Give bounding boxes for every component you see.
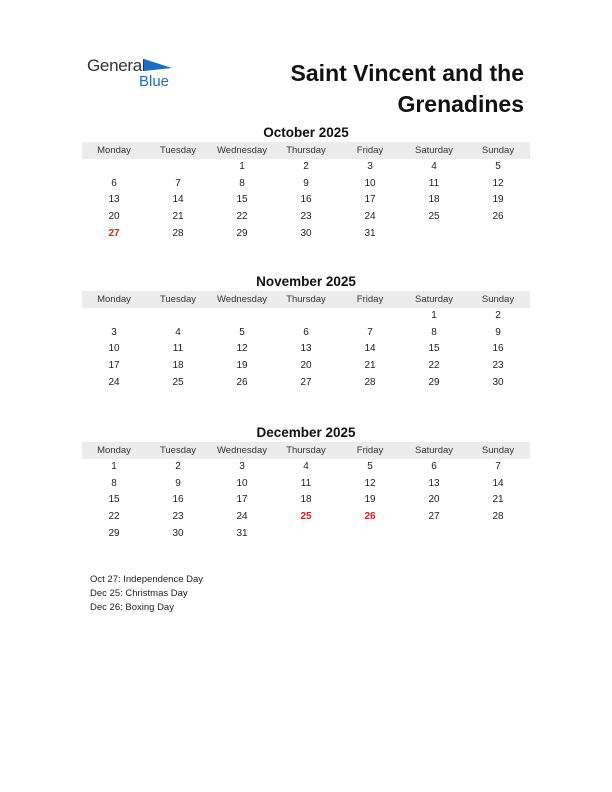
day-cell: 10 <box>364 177 376 189</box>
week-row <box>82 341 530 358</box>
week-row <box>82 375 530 392</box>
day-cell: 18 <box>172 360 184 372</box>
day-cell: 30 <box>300 227 312 239</box>
general-blue-logo <box>87 56 187 96</box>
logo-triangle-icon <box>144 59 172 71</box>
day-cell <box>82 308 146 325</box>
day-cell: 26 <box>492 211 504 223</box>
weekday-header-row <box>82 291 530 308</box>
logo-blue-text: Blue <box>139 73 170 90</box>
day-cell <box>402 526 466 543</box>
day-cell: 21 <box>364 360 376 372</box>
day-cell: 15 <box>108 494 120 506</box>
day-cell: 19 <box>364 494 376 506</box>
day-cell: 14 <box>172 194 184 206</box>
day-cell: 20 <box>300 360 312 372</box>
weekday-label: Saturday <box>414 294 454 305</box>
day-cell <box>82 159 146 176</box>
weekday-label: Tuesday <box>159 294 197 305</box>
day-cell: 16 <box>172 494 184 506</box>
day-cell: 1 <box>431 310 437 321</box>
week-row <box>82 509 530 526</box>
weekday-label: Monday <box>97 294 131 305</box>
week-row <box>82 226 530 243</box>
day-cell: 6 <box>431 461 437 472</box>
weekday-label: Wednesday <box>217 145 267 156</box>
day-cell <box>146 308 210 325</box>
holiday-list-item: Dec 25: Christmas Day <box>90 588 188 599</box>
day-cell <box>210 308 274 325</box>
day-cell <box>466 526 530 543</box>
day-cell: 5 <box>367 461 373 472</box>
weekday-label: Sunday <box>481 445 515 456</box>
day-cell: 6 <box>303 326 309 338</box>
day-cell: 2 <box>495 310 501 321</box>
day-cell: 27 <box>428 511 440 523</box>
weekday-label: Saturday <box>414 445 454 456</box>
week-row <box>82 476 530 493</box>
day-cell: 25 <box>300 511 312 523</box>
day-cell: 28 <box>172 227 184 239</box>
day-cell: 17 <box>364 194 376 206</box>
day-cell <box>274 308 338 325</box>
holiday-list-item: Dec 26: Boxing Day <box>90 602 174 613</box>
day-cell: 29 <box>428 376 440 388</box>
day-cell: 24 <box>236 511 248 523</box>
day-cell: 28 <box>364 376 376 388</box>
day-cell: 17 <box>236 494 248 506</box>
day-cell: 4 <box>175 326 181 338</box>
week-row <box>82 358 530 375</box>
day-cell: 11 <box>428 177 440 189</box>
day-cell: 22 <box>428 360 440 372</box>
day-cell: 13 <box>108 194 120 206</box>
day-cell: 16 <box>492 343 504 355</box>
day-cell: 23 <box>300 211 312 223</box>
page-title <box>204 58 524 120</box>
weekday-label: Thursday <box>286 145 326 156</box>
weekday-label: Friday <box>356 145 384 156</box>
day-cell: 12 <box>364 477 376 489</box>
day-cell: 10 <box>236 477 248 489</box>
day-cell: 2 <box>175 461 181 472</box>
day-cell: 3 <box>239 461 245 472</box>
day-cell: 14 <box>364 343 376 355</box>
day-cell: 12 <box>492 177 504 189</box>
day-cell: 19 <box>236 360 248 372</box>
day-cell: 4 <box>303 461 309 472</box>
day-cell: 4 <box>431 161 437 172</box>
day-cell: 3 <box>367 161 373 172</box>
weekday-label: Friday <box>356 294 384 305</box>
day-cell: 8 <box>239 177 245 189</box>
day-cell: 24 <box>108 376 120 388</box>
day-cell: 22 <box>236 211 248 223</box>
day-cell: 24 <box>364 211 376 223</box>
day-cell: 6 <box>111 177 117 189</box>
day-cell: 1 <box>111 461 117 472</box>
day-cell: 15 <box>428 343 440 355</box>
day-cell: 8 <box>431 326 437 338</box>
month-title: December 2025 <box>256 425 356 440</box>
day-cell: 11 <box>172 343 184 355</box>
day-cell: 10 <box>108 343 120 355</box>
day-cell: 12 <box>236 343 248 355</box>
day-cell: 18 <box>300 494 312 506</box>
week-row <box>82 159 530 176</box>
day-cell: 13 <box>428 477 440 489</box>
week-row <box>82 192 530 209</box>
month-december <box>82 424 530 542</box>
day-cell <box>338 308 402 325</box>
weekday-label: Thursday <box>286 294 326 305</box>
holiday-list <box>90 573 203 615</box>
weekday-label: Friday <box>356 445 384 456</box>
weekday-label: Sunday <box>481 294 515 305</box>
day-cell: 25 <box>428 211 440 223</box>
day-cell: 20 <box>428 494 440 506</box>
month-title: November 2025 <box>256 274 356 289</box>
day-cell: 20 <box>108 211 120 223</box>
weekday-label: Thursday <box>286 445 326 456</box>
day-cell: 2 <box>303 161 309 172</box>
day-cell <box>466 226 530 243</box>
day-cell: 26 <box>364 511 376 523</box>
day-cell <box>338 526 402 543</box>
day-cell: 8 <box>111 477 117 489</box>
day-cell: 30 <box>172 527 184 539</box>
day-cell: 7 <box>367 326 373 338</box>
day-cell: 30 <box>492 376 504 388</box>
day-cell: 29 <box>108 527 120 539</box>
month-title: October 2025 <box>263 125 349 140</box>
day-cell: 31 <box>236 527 248 539</box>
day-cell: 16 <box>300 194 312 206</box>
week-row <box>82 209 530 226</box>
day-cell: 9 <box>303 177 309 189</box>
weekday-header-row <box>82 142 530 159</box>
day-cell: 9 <box>495 326 501 338</box>
day-cell <box>402 226 466 243</box>
week-row <box>82 459 530 476</box>
day-cell: 27 <box>108 227 120 239</box>
weekday-label: Saturday <box>414 145 454 156</box>
day-cell: 7 <box>175 177 181 189</box>
day-cell: 14 <box>492 477 504 489</box>
day-cell: 21 <box>492 494 504 506</box>
holiday-list-item: Oct 27: Independence Day <box>90 574 204 585</box>
page-title-line-2: Grenadines <box>397 91 524 117</box>
day-cell: 25 <box>172 376 184 388</box>
day-cell: 7 <box>495 461 501 472</box>
weekday-label: Sunday <box>481 145 515 156</box>
day-cell: 5 <box>239 326 245 338</box>
day-cell: 23 <box>492 360 504 372</box>
weekday-label: Wednesday <box>217 445 267 456</box>
day-cell: 23 <box>172 511 184 523</box>
week-row <box>82 176 530 193</box>
day-cell: 5 <box>495 161 501 172</box>
day-cell: 11 <box>300 477 312 489</box>
day-cell: 22 <box>108 511 120 523</box>
day-cell: 31 <box>364 227 376 239</box>
day-cell: 21 <box>172 211 184 223</box>
day-cell <box>274 526 338 543</box>
logo-general-text: General <box>87 56 146 75</box>
weekday-label: Wednesday <box>217 294 267 305</box>
week-row <box>82 308 530 325</box>
day-cell: 3 <box>111 326 117 338</box>
week-row <box>82 526 530 543</box>
day-cell: 26 <box>236 376 248 388</box>
day-cell: 18 <box>428 194 440 206</box>
day-cell: 13 <box>300 343 312 355</box>
day-cell: 17 <box>108 360 120 372</box>
month-november <box>82 273 530 391</box>
day-cell: 29 <box>236 227 248 239</box>
week-row <box>82 325 530 342</box>
day-cell: 19 <box>492 194 504 206</box>
day-cell: 27 <box>300 376 312 388</box>
day-cell: 28 <box>492 511 504 523</box>
week-row <box>82 492 530 509</box>
day-cell <box>146 159 210 176</box>
weekday-label: Monday <box>97 445 131 456</box>
day-cell: 9 <box>175 477 181 489</box>
weekday-label: Tuesday <box>159 445 197 456</box>
day-cell: 15 <box>236 194 248 206</box>
page-title-line-1: Saint Vincent and the <box>290 60 524 86</box>
month-october <box>82 124 530 242</box>
day-cell: 1 <box>239 161 245 172</box>
weekday-label: Monday <box>97 145 131 156</box>
weekday-label: Tuesday <box>159 145 197 156</box>
weekday-header-row <box>82 442 530 459</box>
